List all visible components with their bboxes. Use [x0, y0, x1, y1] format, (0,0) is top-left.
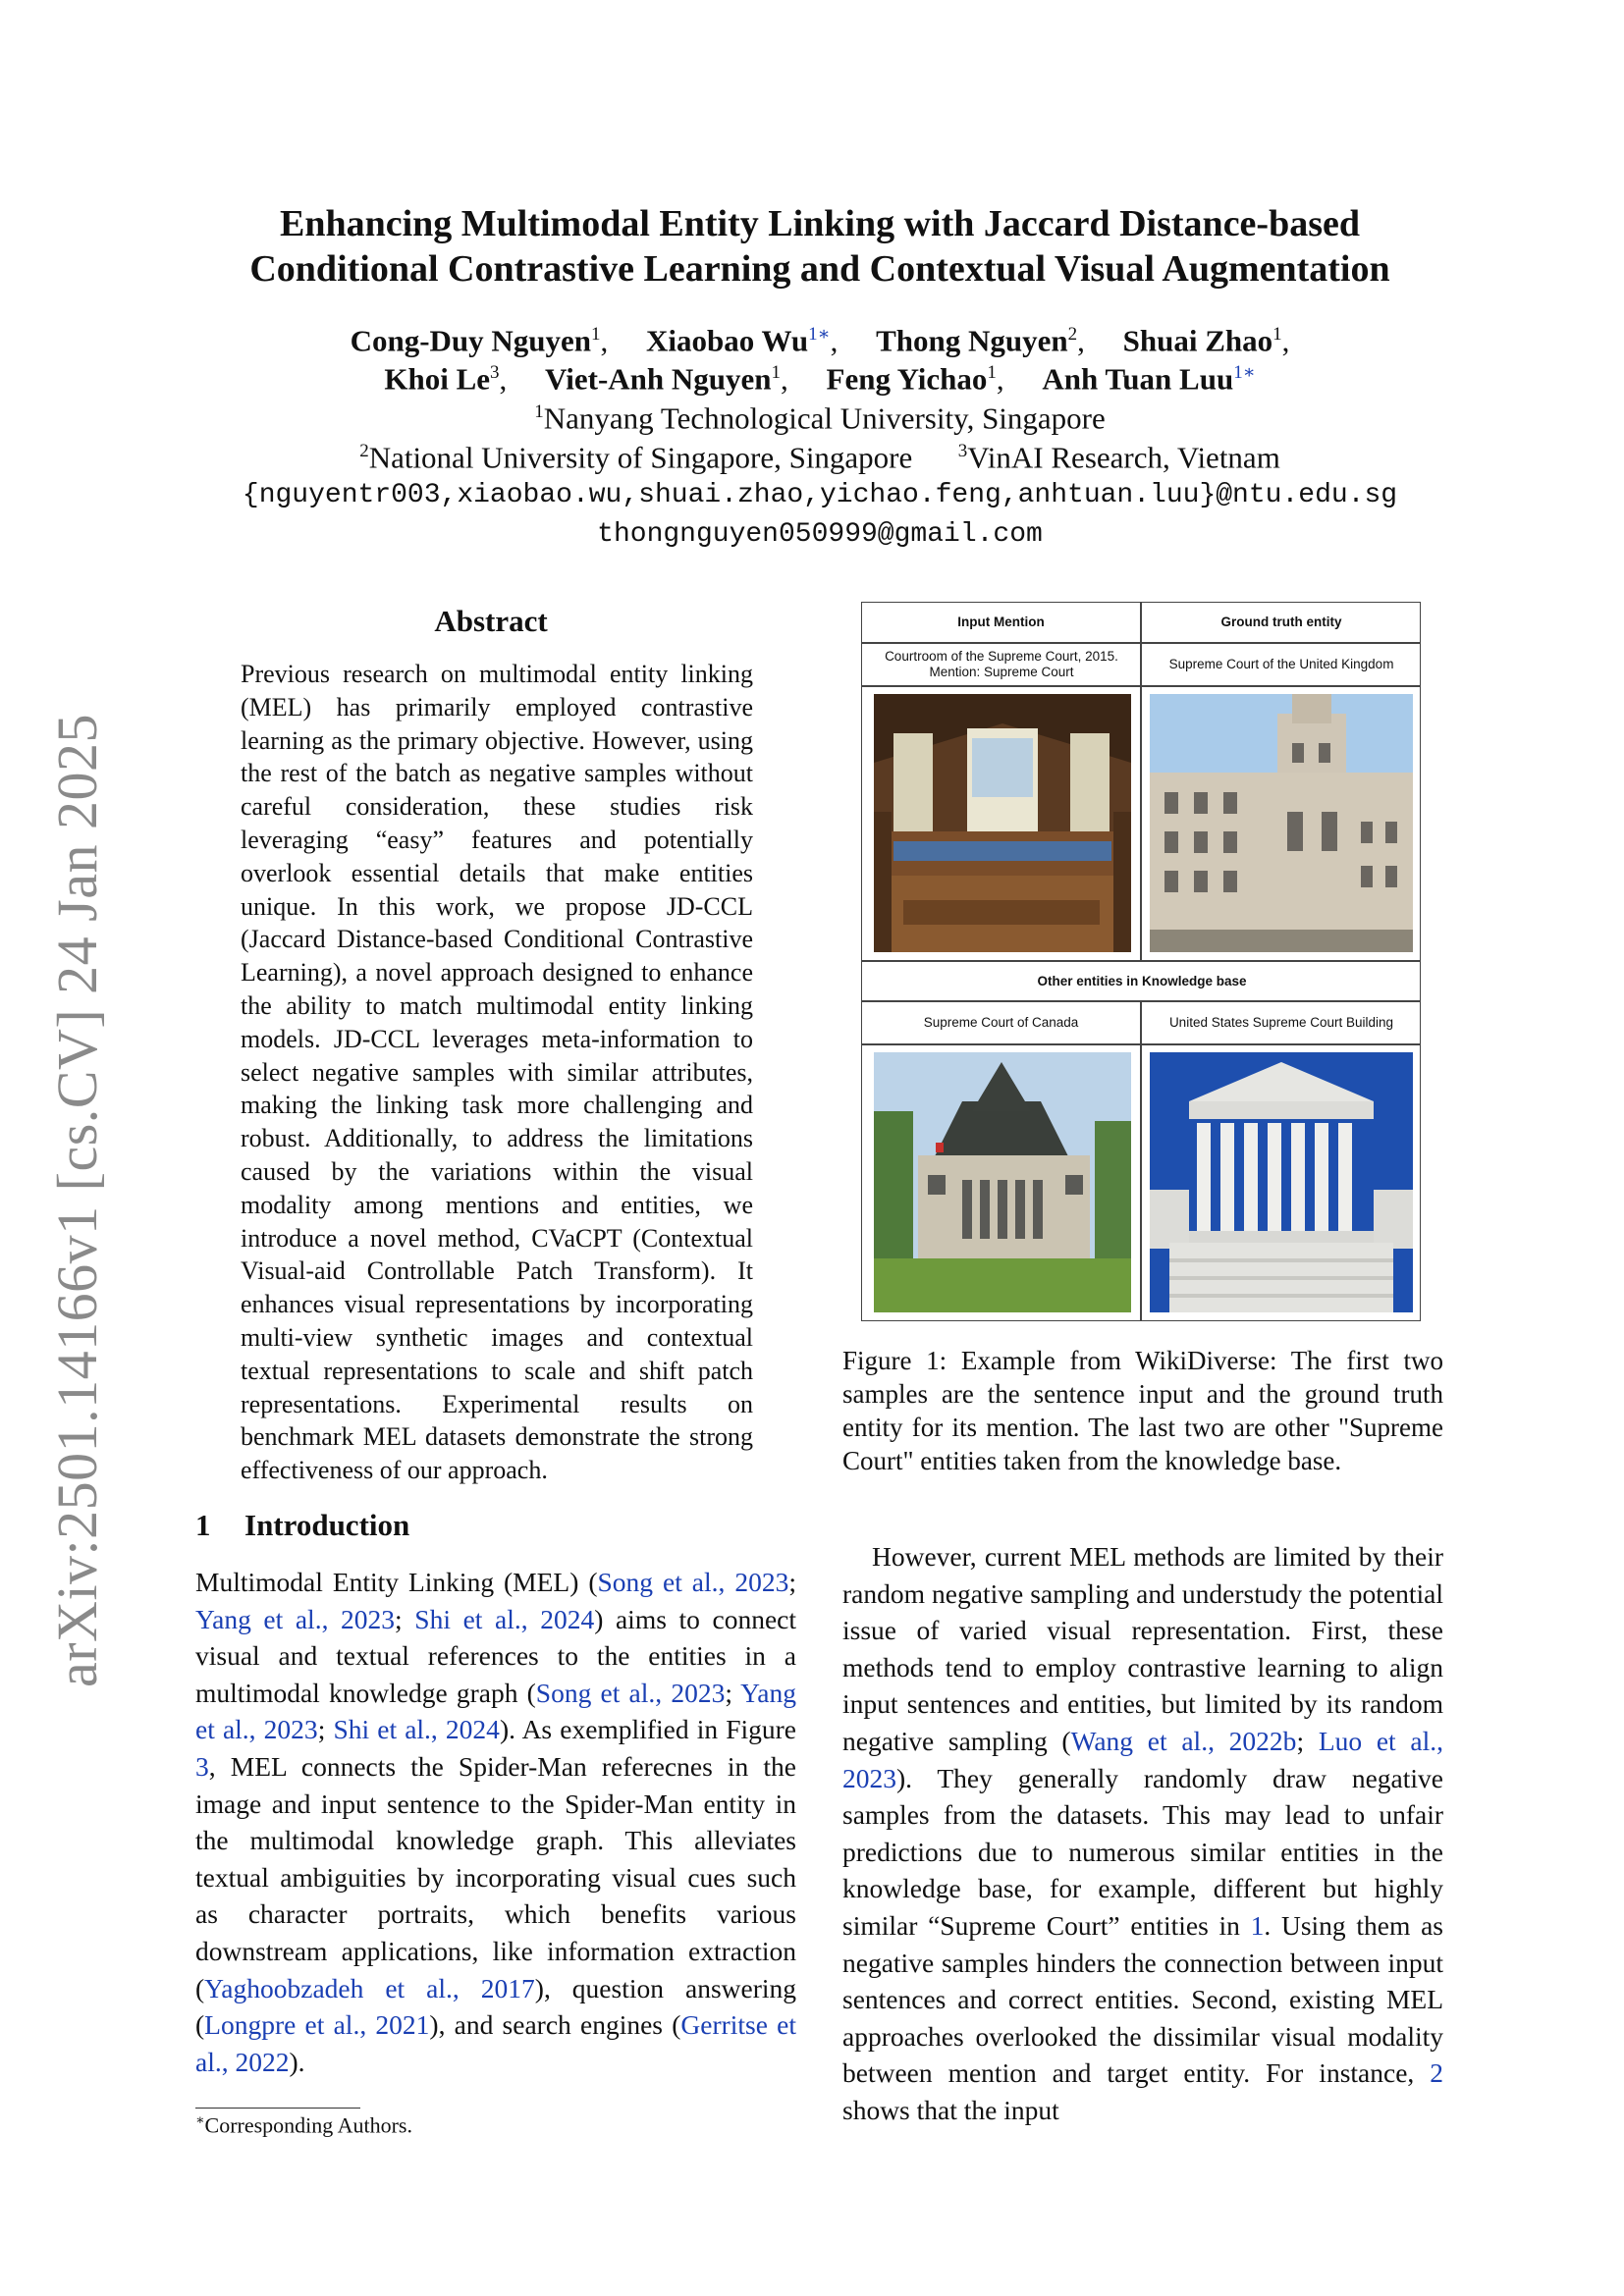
email-line-1	[137, 473, 1502, 514]
figure-1	[861, 602, 1421, 1321]
author-name: Thong Nguyen	[876, 323, 1068, 358]
citation-link[interactable]: Yang et al., 2023	[195, 1603, 396, 1634]
text-run: ;	[395, 1603, 415, 1634]
text-run: ). They generally randomly draw negative samples from the datasets. This may lead to unfair predictions due to numerous similar entities in the knowledge base, for example, different but highly similar “Supreme Court” entities in	[842, 1762, 1443, 1941]
citation-link[interactable]: Yang et al., 2023	[195, 1677, 796, 1745]
citation-link[interactable]: Song et al., 2023	[597, 1567, 789, 1597]
author-affil: 2	[1067, 324, 1078, 345]
affil-mark: 2	[359, 441, 369, 461]
author-affil: 1	[987, 362, 997, 383]
text-run: ), and search engines (	[429, 2009, 681, 2041]
citation-link[interactable]: Wang et al., 2022b	[1070, 1725, 1297, 1756]
author-name: Shuai Zhao	[1122, 323, 1273, 358]
author-name: Cong-Duy Nguyen	[350, 323, 592, 358]
abstract-heading: Abstract	[434, 604, 548, 638]
figure-ref-link[interactable]: 1	[1250, 1909, 1265, 1941]
figure-cell-mention: Courtroom of the Supreme Court, 2015. Mention: Supreme Court	[885, 648, 1118, 679]
affil-mark: 3	[957, 441, 968, 461]
footnote-rule	[195, 2108, 360, 2109]
citation-link[interactable]: Longpre et al., 2021	[204, 2009, 430, 2041]
text-run: ;	[317, 1714, 334, 1745]
intro-paragraph	[195, 1564, 796, 2080]
author-affil: 1	[1272, 324, 1282, 345]
section-title: Introduction	[244, 1508, 410, 1542]
text-run: Multimodal Entity Linking (MEL) (	[195, 1567, 598, 1597]
table-divider	[1140, 1001, 1142, 1320]
title-line-1: Enhancing Multimodal Entity Linking with Jaccard Distance-based	[279, 203, 1361, 244]
author-affil[interactable]: 1∗	[1233, 362, 1256, 383]
footnote-text: Corresponding Authors.	[204, 2112, 412, 2138]
author-name: Khoi Le	[384, 361, 491, 397]
canada-supreme-court-image	[874, 1052, 1131, 1312]
uk-supreme-court-image	[1150, 694, 1413, 952]
citation-link[interactable]: Song et al., 2023	[535, 1677, 726, 1708]
affil-text: Nanyang Technological University, Singapore	[543, 400, 1106, 436]
figure-header-ground-truth: Ground truth entity	[1220, 614, 1342, 629]
figure-cell-canada: Supreme Court of Canada	[923, 1015, 1079, 1030]
email: {nguyentr003,xiaobao.wu,shuai.zhao,yichao.feng,anhtuan.luu}@ntu.edu.sg	[242, 480, 1398, 510]
affil-mark: 1	[534, 401, 544, 422]
author-name: Viet-Anh Nguyen	[545, 361, 772, 397]
author-name: Feng Yichao	[826, 361, 988, 397]
text-run: ). As exemplified in Figure	[499, 1714, 797, 1745]
author-affil: 3	[490, 362, 500, 383]
text-run: . Using them as negative samples hinders the connection between input sentences and correct entities. Second, existing MEL approaches overlooked the dissimilar visual modality between mention and target entity. For instance,	[842, 1909, 1443, 2089]
affil-text: VinAI Research, Vietnam	[967, 440, 1280, 475]
affiliation-1	[137, 394, 1502, 437]
paper-title	[137, 201, 1502, 292]
text-run: shows that the input	[842, 2094, 1059, 2125]
author-name: Xiaobao Wu	[646, 323, 809, 358]
text-run: ;	[788, 1567, 796, 1597]
citation-link[interactable]: Shi et al., 2024	[333, 1714, 500, 1745]
author-line-1: Cong-Duy Nguyen$^1$, Xiaobao $Wu^{1∗}$, Thong Nguyen$^2$, Shuai Zhao$^1$,	[350, 323, 1290, 358]
text-run: ).	[289, 2046, 305, 2077]
email-line-2	[137, 512, 1502, 554]
figure-cell-entity: Supreme Court of the United Kingdom	[1168, 656, 1394, 671]
table-divider	[862, 685, 1420, 687]
author-affil: 1	[771, 362, 782, 383]
text-run: ;	[1296, 1725, 1319, 1756]
right-column-paragraph	[842, 1538, 1443, 2129]
author-name: Anh Tuan Luu	[1042, 361, 1234, 397]
figure-ref-link[interactable]: 2	[1430, 2057, 1443, 2089]
author-line-2: Khoi Le$^3$, Viet-Anh Nguyen$^1$, Feng Yichao$^1$, Anh Tuan Luu$^{1∗}$	[384, 361, 1256, 397]
affil-text: National University of Singapore, Singapore	[368, 440, 913, 475]
text-run: ;	[725, 1677, 741, 1708]
figure-header-input-mention: Input Mention	[957, 614, 1045, 629]
citation-link[interactable]: Yaghoobzadeh et al., 2017	[204, 1972, 535, 2003]
figure-caption: Figure 1: Example from WikiDiverse: The first two samples are the sentence input and the ground truth entity for its mention. The last two are other "Supreme Court" entities taken from the knowledge base.	[842, 1346, 1443, 1475]
text-run: ), question answering (	[195, 1972, 797, 2041]
section-number: 1	[195, 1508, 211, 1542]
text-run: , MEL connects the Spider-Man referecnes in the image and input sentence to the Spider-Man entity in the multimodal knowledge graph. This alleviates textual ambiguities by incorporating visual cues such as character portraits, which benefits various downstream applications, like information extraction (	[195, 1750, 796, 2003]
author-affil: 1	[591, 324, 601, 345]
footnote-mark: ∗	[195, 2113, 205, 2128]
citation-link[interactable]: Shi et al., 2024	[414, 1603, 595, 1634]
courtroom-image	[874, 694, 1131, 952]
section-heading	[195, 1508, 409, 1543]
affiliation-2-3	[137, 433, 1502, 476]
citation-link[interactable]: Luo et al., 2023	[842, 1725, 1444, 1793]
figure-cell-us: United States Supreme Court Building	[1168, 1015, 1394, 1030]
email: thongnguyen050999@gmail.com	[597, 519, 1043, 550]
footnote	[195, 2112, 412, 2138]
author-affil[interactable]: 1∗	[808, 324, 831, 345]
citation-link[interactable]: Gerritse et al., 2022	[195, 2009, 796, 2077]
table-divider	[862, 1043, 1420, 1045]
us-supreme-court-image	[1150, 1052, 1413, 1312]
figure-ref-link[interactable]: 3	[195, 1750, 209, 1782]
text-run: ) aims to connect visual and textual references to the entities in a multimodal knowledge graph (	[195, 1603, 796, 1708]
figure-header-other-entities: Other entities in Knowledge base	[1037, 973, 1247, 988]
text-run: However, current MEL methods are limited by their random negative sampling and understudy the potential issue of varied visual representation. First, these methods tend to employ contrastive learning to align input sentences and entities, but limited by its random negative sampling (	[842, 1541, 1443, 1756]
arxiv-identifier: arXiv:2501.14166v1 [cs.CV] 24 Jan 2025	[45, 713, 109, 1687]
title-line-2: Conditional Contrastive Learning and Contextual Visual Augmentation	[249, 248, 1390, 290]
abstract-text: Previous research on multimodal entity linking (MEL) has primarily employed contrastive learning as the primary objective. However, using the rest of the batch as negative samples without careful consideration, these studies risk leveraging “easy” features and potentially overlook essential details that make entities unique. In this work, we propose JD-CCL (Jaccard Distance-based Conditional Contrastive Learning), a novel approach designed to enhance the ability to match multimodal entity linking models. JD-CCL leverages meta-information to select negative samples with similar attributes, making the linking task more challenging and robust. Additionally, to address the limitations caused by the variations within the visual modality among mentions and entities, we introduce a novel method, CVaCPT (Contextual Visual-aid Controllable Patch Transform). It enhances visual representations by incorporating multi-view synthetic images and contextual textual representations to scale and shift patch representations. Experimental results on benchmark MEL datasets demonstrate the strong effectiveness of our approach.	[241, 660, 753, 1485]
